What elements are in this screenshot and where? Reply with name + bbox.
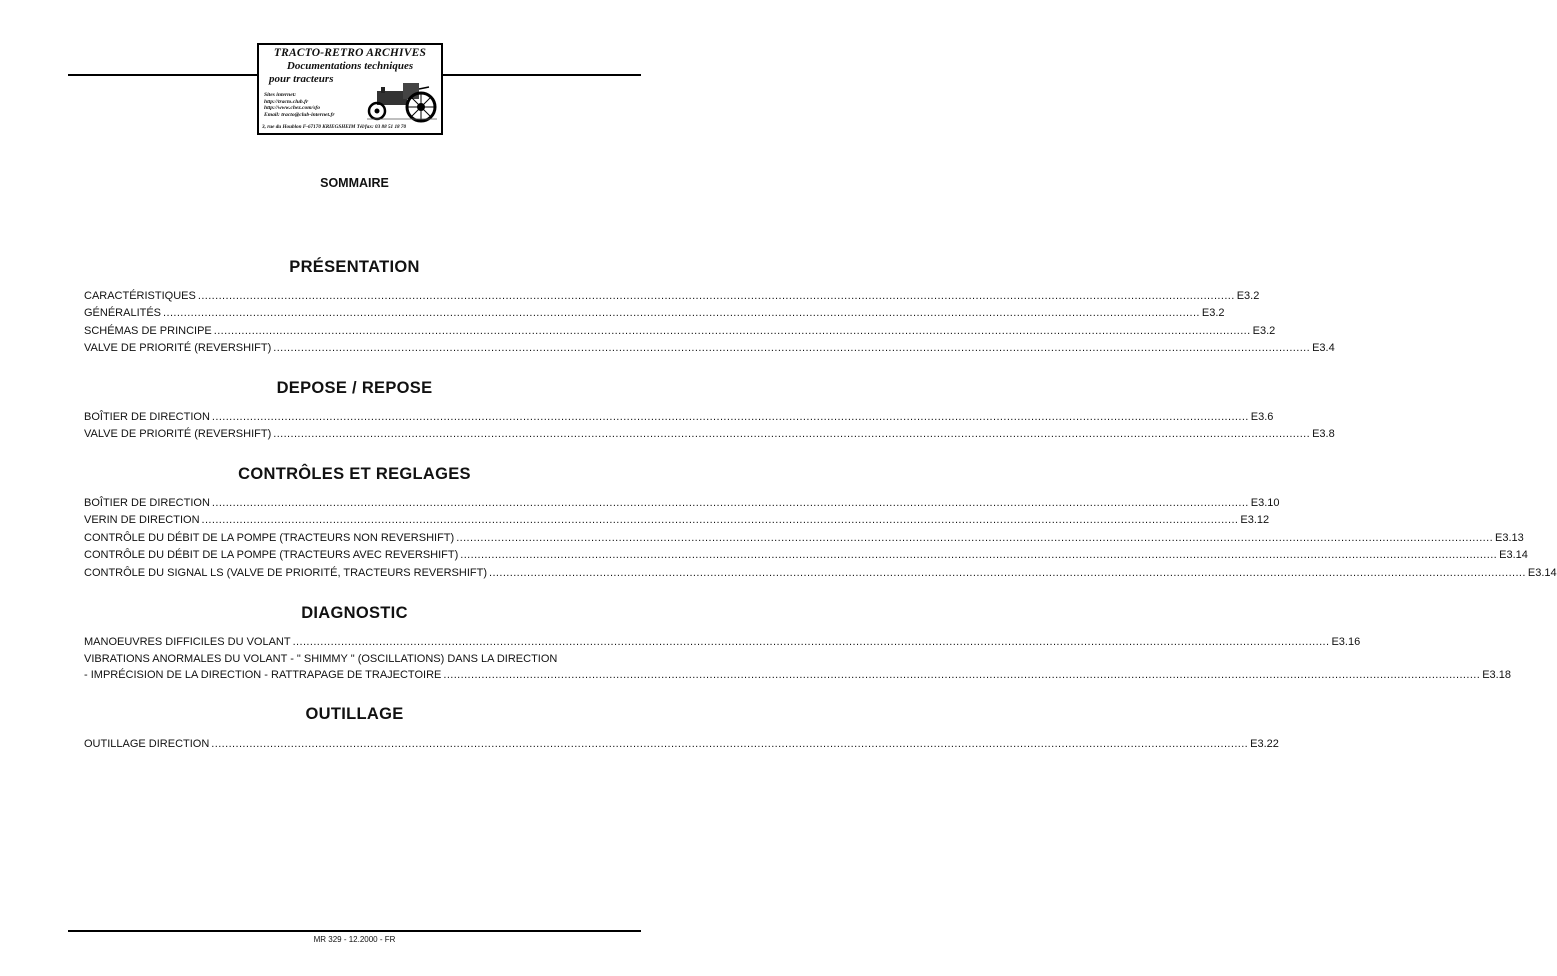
toc-entry-label: VERIN DE DIRECTION	[84, 514, 200, 527]
dot-leader: ............................................................................................................................................................................................................................................................................................................	[163, 307, 1200, 320]
toc-entry[interactable]	[84, 497, 1280, 514]
toc-entry[interactable]	[84, 549, 1528, 566]
toc-entry-page: E3.22	[1250, 738, 1279, 750]
logo-subtitle-2: pour tracteurs	[269, 73, 334, 85]
toc-entry-page: E3.12	[1240, 514, 1270, 527]
toc-entry-label: CONTRÔLE DU DÉBIT DE LA POMPE (TRACTEURS AVEC REVERSHIFT)	[84, 549, 459, 562]
toc-entry-page: E3.4	[1312, 342, 1335, 355]
toc-entry-page: E3.2	[1236, 290, 1260, 302]
section-title-outillage: OUTILLAGE	[305, 705, 404, 723]
footer-reference: MR 329 - 12.2000 - FR	[313, 935, 396, 944]
page-heading: SOMMAIRE	[320, 176, 389, 190]
toc-entry-label: - IMPRÉCISION DE LA DIRECTION - RATTRAPAGE DE TRAJECTOIRE	[84, 668, 442, 681]
toc-section-diagnostic	[84, 636, 1511, 686]
toc-entry-label: SCHÉMAS DE PRINCIPE	[84, 324, 212, 337]
publisher-logo	[257, 43, 443, 135]
toc-entry-label: VALVE DE PRIORITÉ (REVERSHIFT)	[84, 428, 272, 441]
toc-section-presentation	[84, 290, 1335, 360]
section-title-controles-reglages: CONTRÔLES ET REGLAGES	[238, 465, 471, 483]
logo-email: Email: tracto@club-internet.fr	[264, 111, 335, 118]
toc-entry-page: E3.8	[1312, 428, 1335, 441]
toc-entry-page: E3.2	[1201, 307, 1225, 320]
logo-title: TRACTO-RETRO ARCHIVES	[273, 47, 427, 59]
toc-entry-page: E3.13	[1495, 531, 1524, 544]
logo-contact	[264, 92, 335, 118]
toc-entry[interactable]	[84, 514, 1270, 531]
toc-entry-page: E3.10	[1250, 497, 1280, 509]
section-title-presentation: PRÉSENTATION	[289, 258, 420, 276]
toc-entry-label: MANOEUVRES DIFFICILES DU VOLANT	[84, 636, 291, 648]
section-title-diagnostic: DIAGNOSTIC	[301, 604, 408, 622]
dot-leader: ............................................................................................................................................................................................................................................................................................................	[211, 497, 1249, 509]
toc-entry-page: E3.14	[1527, 566, 1557, 579]
toc-entry-continued: VIBRATIONS ANORMALES DU VOLANT - " SHIMMY " (OSCILLATIONS) DANS LA DIRECTION	[84, 653, 558, 666]
toc-entry-page: E3.6	[1250, 411, 1274, 423]
logo-site-1: http://tracto.club.fr	[264, 98, 309, 105]
dot-leader: ............................................................................................................................................................................................................................................................................................................	[456, 531, 1494, 544]
dot-leader: ............................................................................................................................................................................................................................................................................................................	[273, 428, 1311, 441]
logo-subtitle: Documentations techniques	[286, 60, 414, 72]
toc-section-depose-repose	[84, 411, 1335, 446]
toc-entry[interactable]	[84, 411, 1274, 428]
toc-entry[interactable]	[84, 428, 1335, 445]
toc-entry[interactable]	[84, 307, 1225, 324]
toc-entry-label: CARACTÉRISTIQUES	[84, 290, 196, 302]
dot-leader: ............................................................................................................................................................................................................................................................................................................	[489, 566, 1526, 579]
footer-rule	[68, 930, 641, 932]
toc-entry-label: VALVE DE PRIORITÉ (REVERSHIFT)	[84, 342, 272, 355]
toc-entry-label: BOÎTIER DE DIRECTION	[84, 497, 210, 509]
dot-leader: ............................................................................................................................................................................................................................................................................................................	[460, 549, 1498, 562]
toc-entry-label: CONTRÔLE DU SIGNAL LS (VALVE DE PRIORITÉ, TRACTEURS REVERSHIFT)	[84, 566, 487, 579]
toc-section-controles-reglages	[84, 497, 1557, 584]
toc-entry-page: E3.14	[1499, 549, 1528, 562]
dot-leader: ............................................................................................................................................................................................................................................................................................................	[443, 668, 1481, 681]
toc-entry[interactable]	[84, 668, 1511, 686]
tractor-illustration	[363, 79, 439, 123]
dot-leader: ............................................................................................................................................................................................................................................................................................................	[211, 411, 1249, 423]
toc-entry[interactable]	[84, 342, 1335, 359]
toc-entry[interactable]	[84, 636, 1361, 653]
toc-entry[interactable]	[84, 566, 1557, 584]
logo-address: 3, rue du Houblon F-67170 KRIEGSHEIM Tél/fax: 03 88 51 18 70	[262, 124, 407, 130]
toc-entry-label: OUTILLAGE DIRECTION	[84, 738, 210, 750]
toc-entry[interactable]	[84, 324, 1276, 342]
logo-sites-label: Sites internet:	[264, 92, 297, 98]
dot-leader: ............................................................................................................................................................................................................................................................................................................	[213, 324, 1251, 337]
toc-entry[interactable]	[84, 531, 1524, 549]
toc-section-outillage	[84, 738, 1279, 755]
toc-entry-label: BOÎTIER DE DIRECTION	[84, 411, 210, 423]
dot-leader: ............................................................................................................................................................................................................................................................................................................	[197, 290, 1235, 302]
dot-leader: ............................................................................................................................................................................................................................................................................................................	[273, 342, 1311, 355]
toc-entry-label: CONTRÔLE DU DÉBIT DE LA POMPE (TRACTEURS NON REVERSHIFT)	[84, 531, 455, 544]
toc-entry-page: E3.18	[1482, 668, 1511, 681]
dot-leader: ............................................................................................................................................................................................................................................................................................................	[292, 636, 1330, 648]
dot-leader: ............................................................................................................................................................................................................................................................................................................	[201, 514, 1239, 527]
toc-entry[interactable]	[84, 290, 1260, 307]
toc-entry-page: E3.2	[1252, 324, 1276, 337]
toc-entry-page: E3.16	[1331, 636, 1361, 648]
section-title-depose-repose: DEPOSE / REPOSE	[276, 379, 433, 397]
logo-site-2: http://www.chez.com/sfo	[264, 105, 321, 112]
dot-leader: ............................................................................................................................................................................................................................................................................................................	[211, 738, 1249, 750]
toc-entry[interactable]	[84, 738, 1279, 755]
toc-entry-label: GÉNÉRALITÉS	[84, 307, 162, 320]
